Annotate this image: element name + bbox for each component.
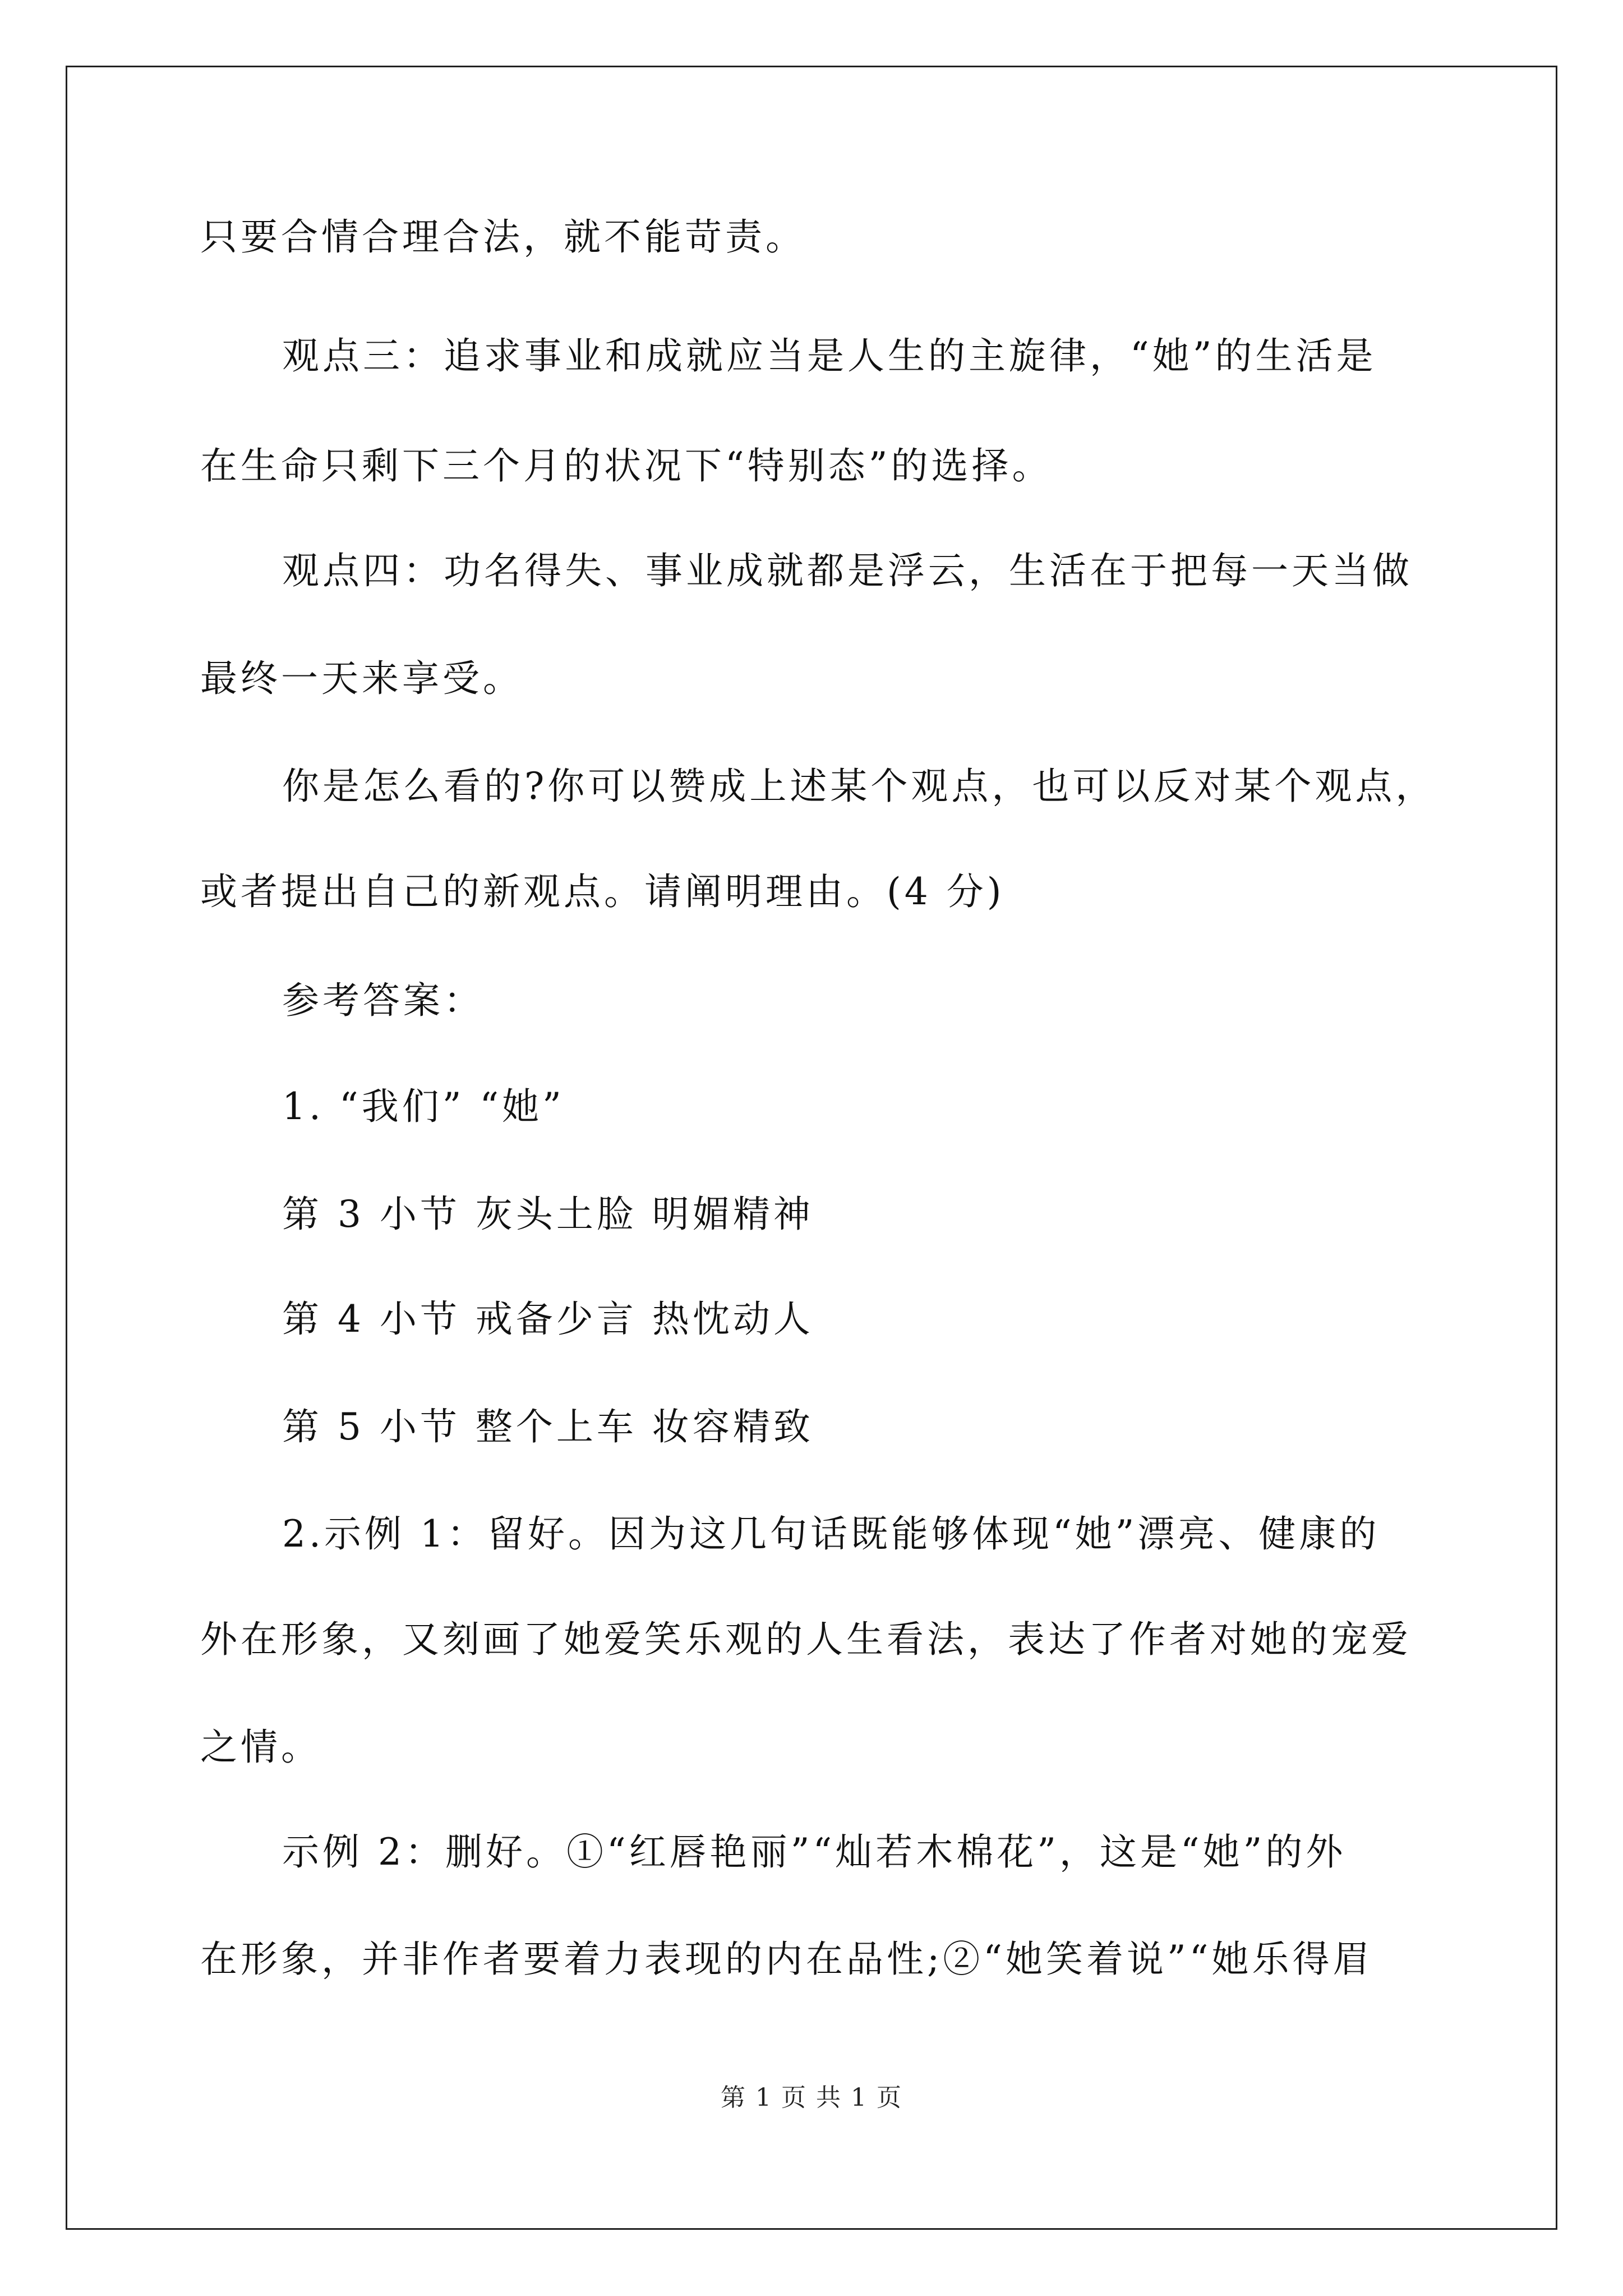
text-line-7: 或者提出自己的新观点。请阐明理由。(4 分) bbox=[200, 870, 1005, 913]
page-border bbox=[66, 66, 1557, 2230]
text-line-16: 示例 2：删好。①“红唇艳丽”“灿若木棉花”，这是“她”的外 bbox=[282, 1830, 1347, 1874]
text-line-11: 第 4 小节 戒备少言 热忱动人 bbox=[282, 1297, 814, 1341]
text-line-12: 第 5 小节 整个上车 妆容精致 bbox=[282, 1405, 814, 1448]
text-line-14: 外在形象，又刻画了她爱笑乐观的人生看法，表达了作者对她的宠爱 bbox=[200, 1618, 1412, 1661]
text-line-13: 2.示例 1：留好。因为这几句话既能够体现“她”漂亮、健康的 bbox=[282, 1512, 1380, 1556]
text-line-5: 最终一天来享受。 bbox=[200, 657, 523, 700]
text-line-3: 在生命只剩下三个月的状况下“特别态”的选择。 bbox=[200, 444, 1053, 487]
text-line-2: 观点三：追求事业和成就应当是人生的主旋律，“她”的生活是 bbox=[282, 334, 1377, 378]
text-line-8: 参考答案： bbox=[282, 979, 484, 1022]
text-line-10: 第 3 小节 灰头土脸 明媚精神 bbox=[282, 1193, 814, 1236]
text-line-15: 之情。 bbox=[200, 1726, 321, 1769]
text-line-4: 观点四：功名得失、事业成就都是浮云，生活在于把每一天当做 bbox=[282, 549, 1413, 592]
text-line-6: 你是怎么看的?你可以赞成上述某个观点，也可以反对某个观点， bbox=[282, 765, 1436, 808]
page-number-footer: 第 1 页 共 1 页 bbox=[721, 2083, 902, 2112]
text-line-17: 在形象，并非作者要着力表现的内在品性;②“她笑着说”“她乐得眉 bbox=[200, 1938, 1373, 1981]
text-line-9: 1. “我们” “她” bbox=[282, 1085, 565, 1128]
text-line-1: 只要合情合理合法，就不能苛责。 bbox=[200, 215, 806, 259]
